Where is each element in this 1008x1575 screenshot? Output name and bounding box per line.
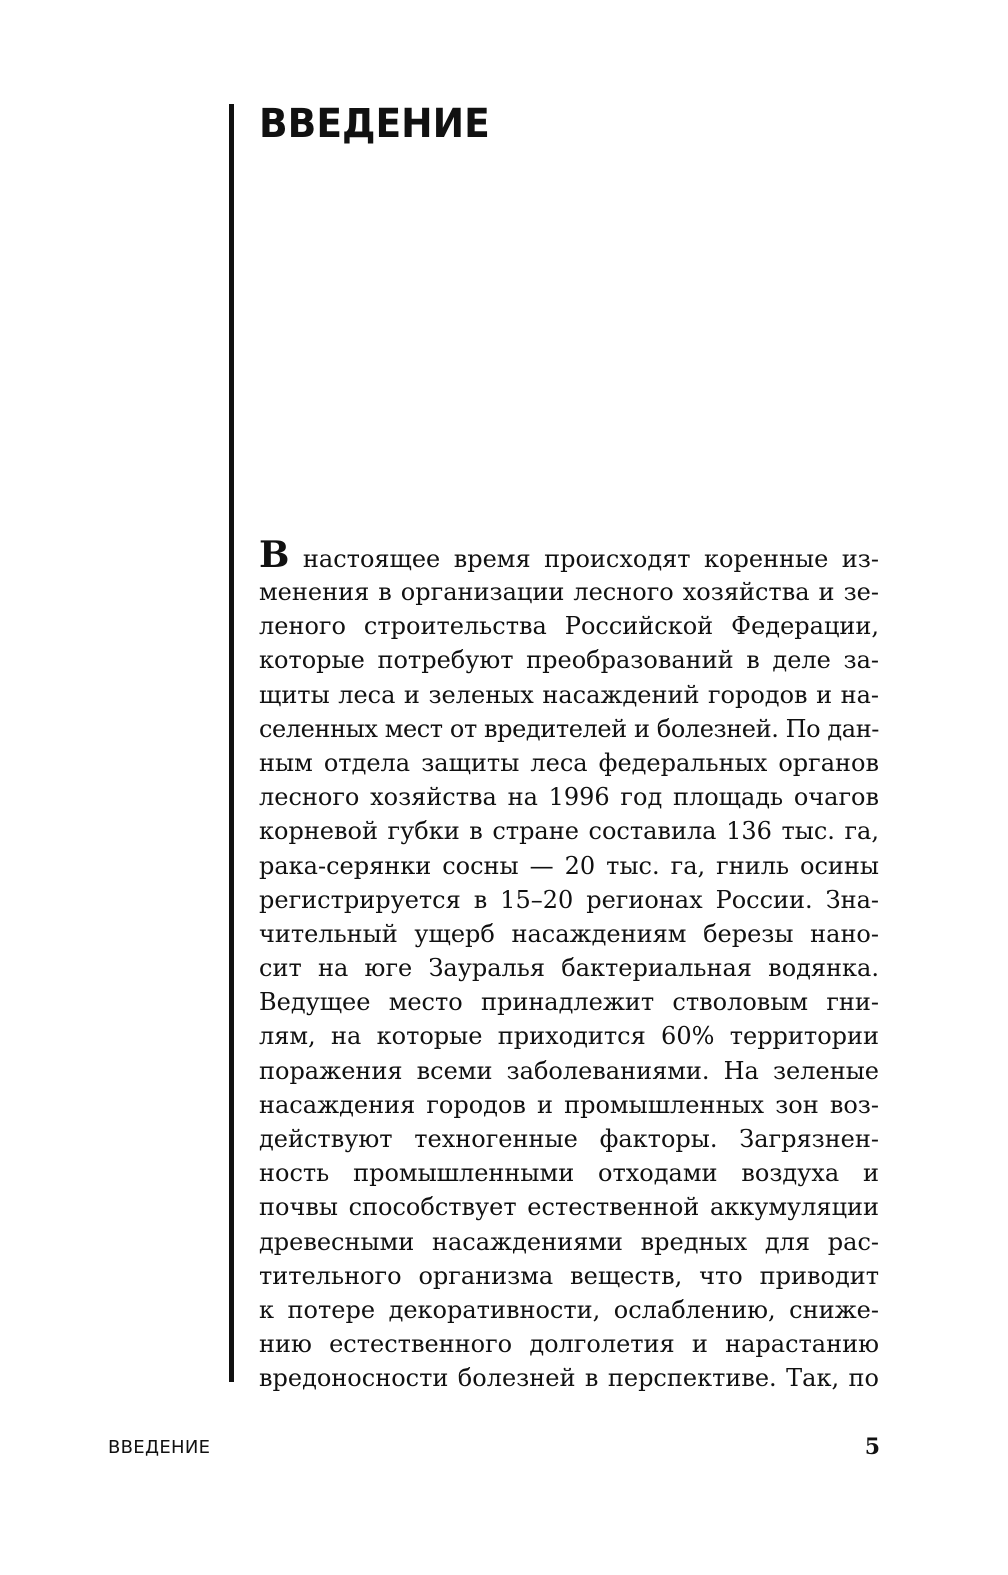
page-number: 5 bbox=[864, 1434, 880, 1460]
body-line: менения в организации лесного хозяйства и зе- bbox=[259, 578, 879, 606]
body-line: щиты леса и зеленых насаждений городов и на- bbox=[259, 680, 879, 709]
body-line: древесными насаждениями вредных для рас- bbox=[259, 1227, 879, 1256]
running-title: ВВЕДЕНИЕ bbox=[108, 1437, 211, 1458]
body-line: рака-серянки сосны — 20 тыс. га, гниль осины bbox=[259, 851, 879, 880]
body-line: почвы способствует естественной аккумуляции bbox=[259, 1193, 879, 1222]
body-line: тительного организма веществ, что приводит bbox=[259, 1261, 879, 1290]
vertical-rule bbox=[229, 104, 234, 1382]
chapter-title: ВВЕДЕНИЕ bbox=[259, 101, 490, 147]
body-line: лесного хозяйства на 1996 год площадь очагов bbox=[259, 783, 879, 812]
first-line-text: настоящее время происходят коренные из- bbox=[289, 545, 879, 573]
body-text bbox=[259, 535, 879, 1396]
body-line: поражения всеми заболеваниями. На зеленые bbox=[259, 1056, 879, 1085]
body-line: селенных мест от вредителей и болезней. По дан- bbox=[259, 714, 879, 743]
body-line bbox=[259, 535, 879, 575]
body-line: чительный ущерб насаждениям березы нано- bbox=[259, 919, 879, 948]
body-line: корневой губки в стране составила 136 тыс. га, bbox=[259, 817, 879, 846]
body-line: Ведущее место принадлежит стволовым гни- bbox=[259, 988, 879, 1017]
body-line: регистрируется в 15–20 регионах России. Зна- bbox=[259, 885, 879, 914]
body-line: вредоносности болезней в перспективе. Так, по bbox=[259, 1364, 879, 1393]
drop-cap: В bbox=[259, 535, 290, 575]
body-line: ным отдела защиты леса федеральных органов bbox=[259, 748, 879, 777]
body-line: ность промышленными отходами воздуха и bbox=[259, 1159, 879, 1188]
body-line: нию естественного долголетия и нарастанию bbox=[259, 1330, 879, 1359]
body-line: насаждения городов и промышленных зон воз- bbox=[259, 1090, 879, 1119]
body-line: лям, на которые приходится 60% территории bbox=[259, 1022, 879, 1051]
body-line: к потере декоративности, ослаблению, сниже- bbox=[259, 1295, 879, 1324]
body-line: действуют техногенные факторы. Загрязнен- bbox=[259, 1125, 879, 1153]
body-line: сит на юге Зауралья бактериальная водянка. bbox=[259, 954, 879, 983]
body-line: которые потребуют преобразований в деле за- bbox=[259, 646, 879, 675]
body-line: леного строительства Российской Федерации, bbox=[259, 612, 879, 641]
